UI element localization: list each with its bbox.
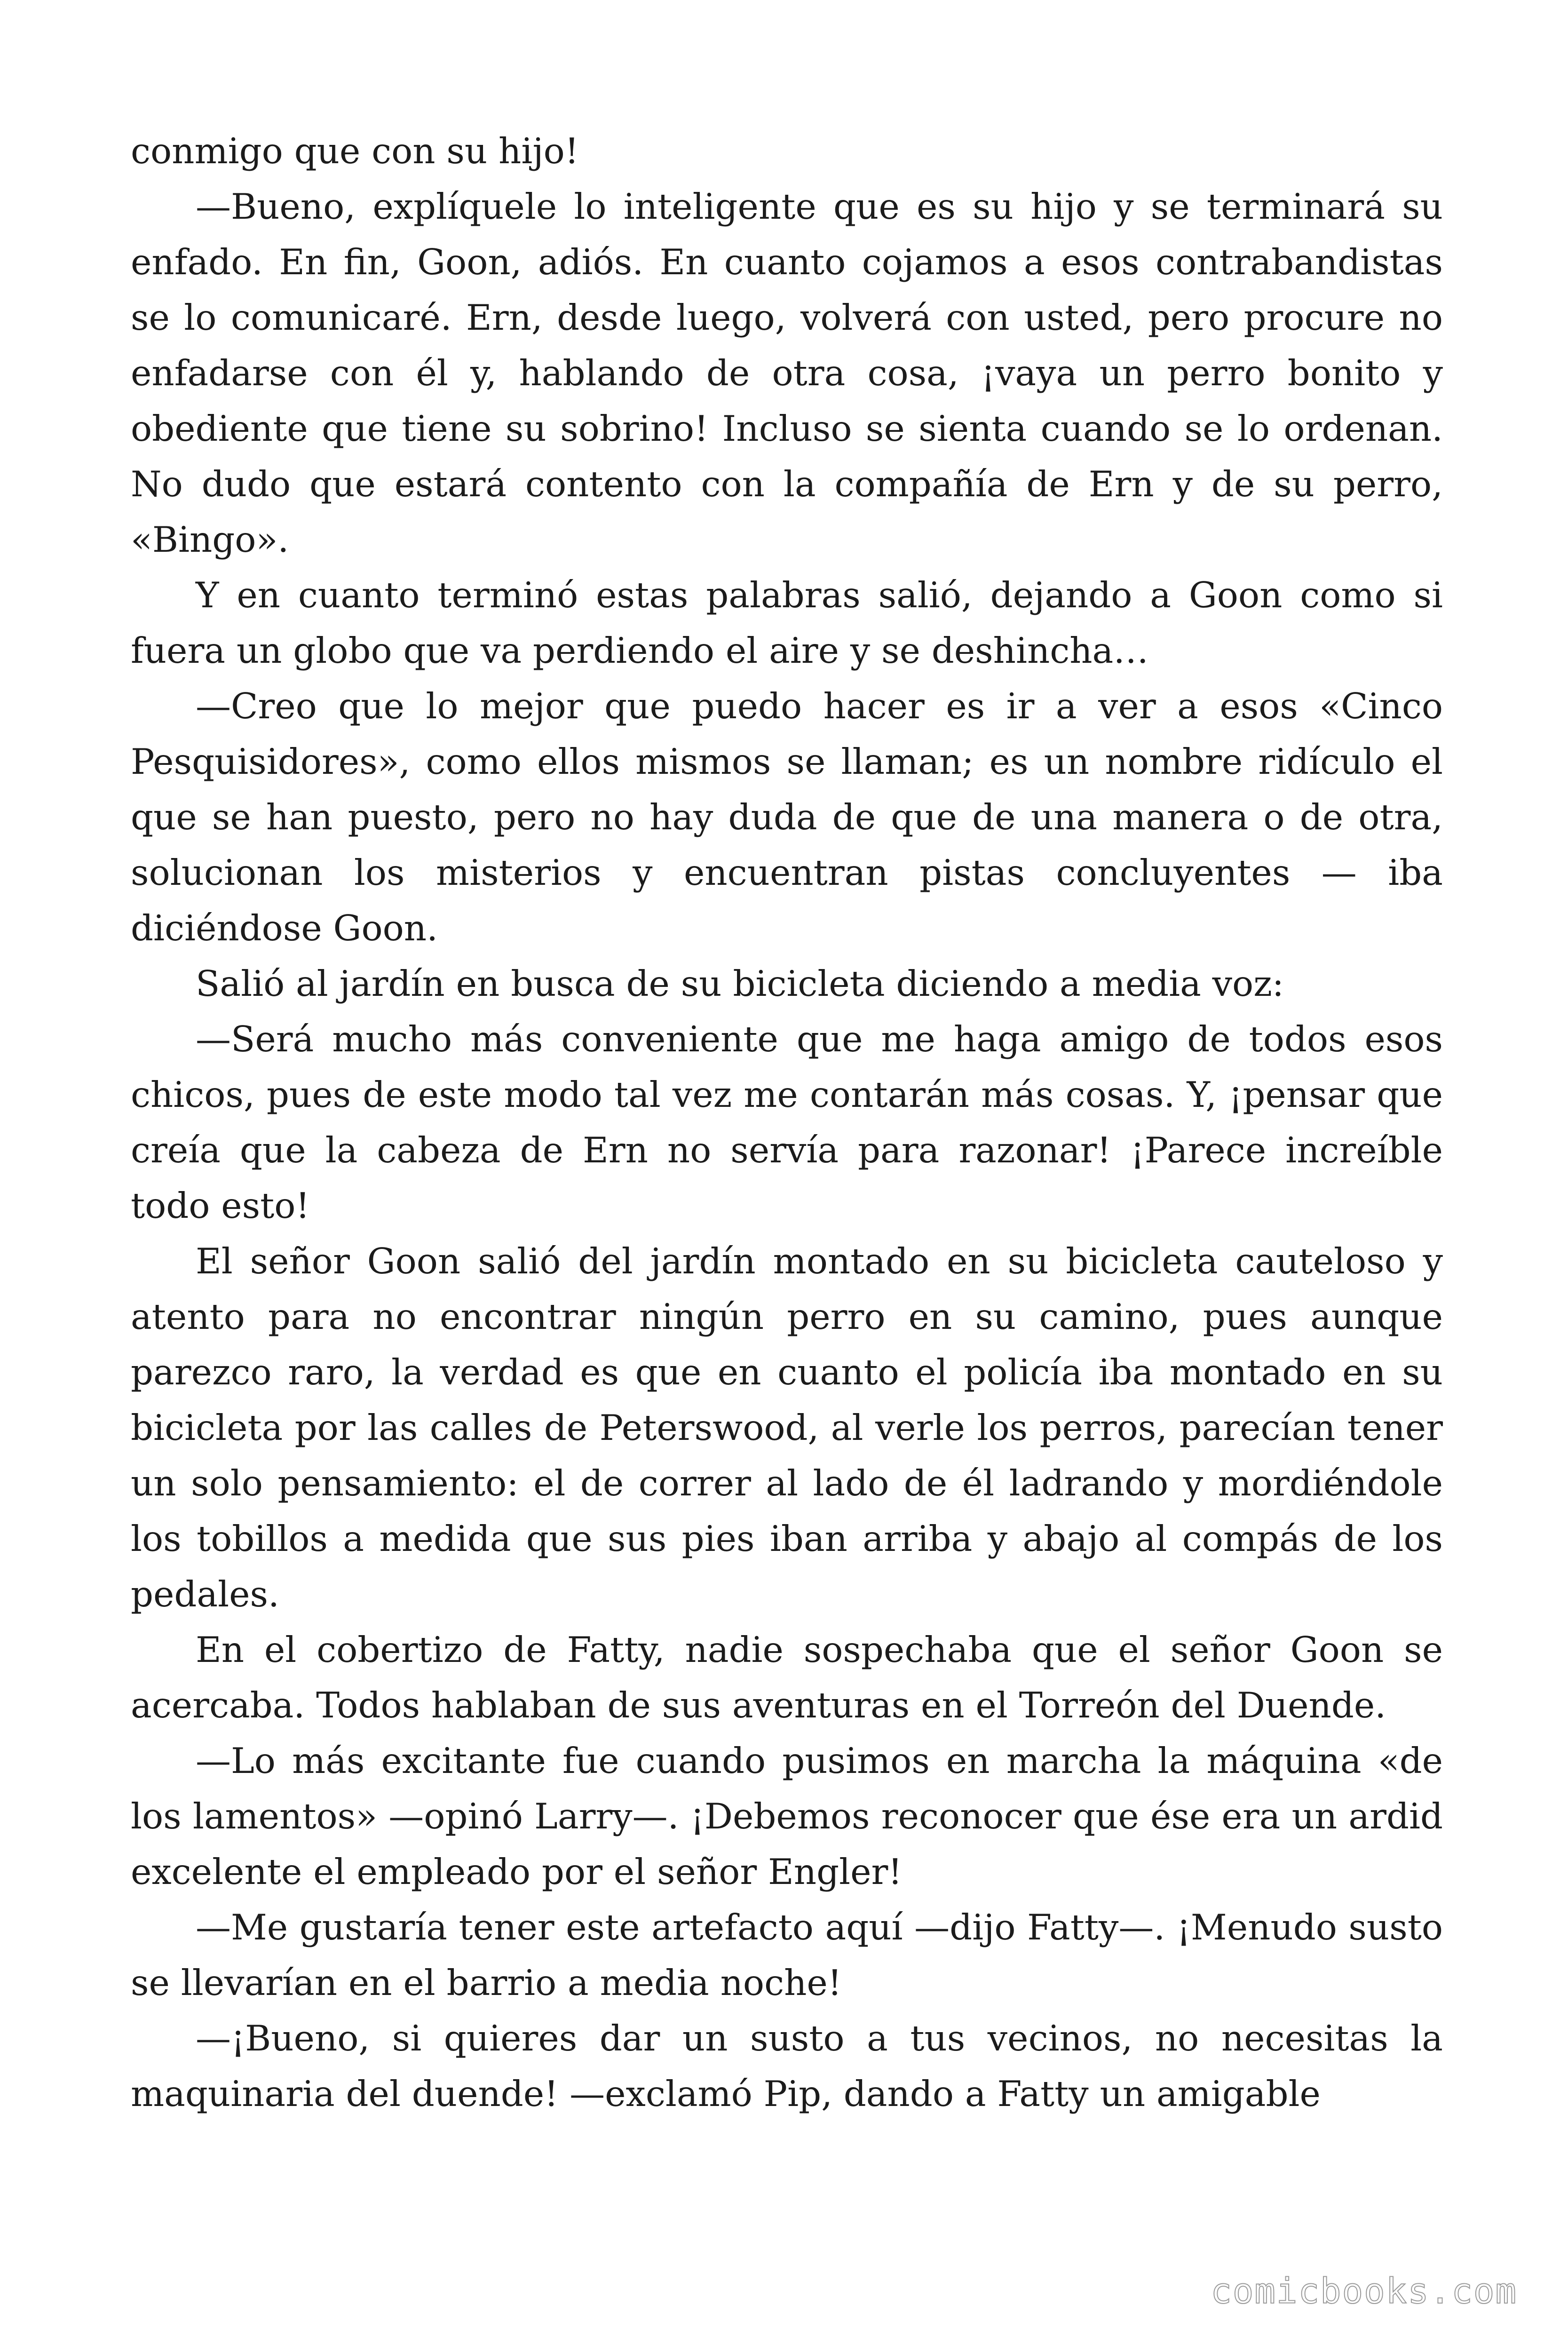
paragraph-5: Salió al jardín en busca de su bicicleta diciendo a media voz: xyxy=(196,963,1284,1004)
paragraph-9: —Lo más excitante fue cuando pusimos en marcha la máquina «de los lamentos» —opinó Larry—. ¡Debemos reconocer que ése era un ardid excelente el empleado por el señor Engler! xyxy=(131,1740,1443,1892)
paragraph-8: En el cobertizo de Fatty, nadie sospechaba que el señor Goon se acercaba. Todos hablaban de sus aventuras en el Torreón del Duende. xyxy=(131,1629,1443,1726)
paragraph-6: —Será mucho más conveniente que me haga amigo de todos esos chicos, pues de este modo tal vez me contarán más cosas. Y, ¡pensar que creía que la cabeza de Ern no servía para razonar! ¡Parece increíble todo esto! xyxy=(131,1018,1443,1226)
paragraph-7: El señor Goon salió del jardín montado en su bicicleta cauteloso y atento para no encontrar ningún perro en su camino, pues aunque parezco raro, la verdad es que en cuanto el policía iba montado en su bicicleta por las calles de Peterswood, al verle los perros, parecían tener un solo pensamiento: el de correr al lado de él ladrando y mordiéndole los tobillos a medida que sus pies iban arriba y abajo al compás de los pedales. xyxy=(131,1240,1443,1615)
paragraph-11: —¡Bueno, si quieres dar un susto a tus vecinos, no necesitas la maquinaria del duende! —exclamó Pip, dando a Fatty un amigable xyxy=(131,2018,1443,2114)
paragraph-10: —Me gustaría tener este artefacto aquí —dijo Fatty—. ¡Menudo susto se llevarían en el barrio a media noche! xyxy=(131,1907,1443,2003)
page-text xyxy=(131,123,1443,2122)
paragraph-2: —Bueno, explíquele lo inteligente que es su hijo y se terminará su enfado. En fin, Goon, adiós. En cuanto cojamos a esos contrabandistas se lo comunicaré. Ern, desde luego, volverá con usted, pero procure no enfadarse con él y, hablando de otra cosa, ¡vaya un perro bonito y obediente que tiene su sobrino! Incluso se sienta cuando se lo ordenan. No dudo que estará contento con la compañía de Ern y de su perro, «Bingo». xyxy=(131,186,1443,560)
watermark: comicbooks.com xyxy=(1211,2271,1517,2312)
paragraph-3: Y en cuanto terminó estas palabras salió, dejando a Goon como si fuera un globo que va perdiendo el aire y se deshincha… xyxy=(131,574,1443,671)
paragraph-1: conmigo que con su hijo! xyxy=(131,130,579,172)
paragraph-4: —Creo que lo mejor que puedo hacer es ir a ver a esos «Cinco Pesquisidores», como ellos mismos se llaman; es un nombre ridículo el que se han puesto, pero no hay duda de que de una manera o de otra, solucionan los misterios y encuentran pistas concluyentes — iba diciéndose Goon. xyxy=(131,685,1443,949)
